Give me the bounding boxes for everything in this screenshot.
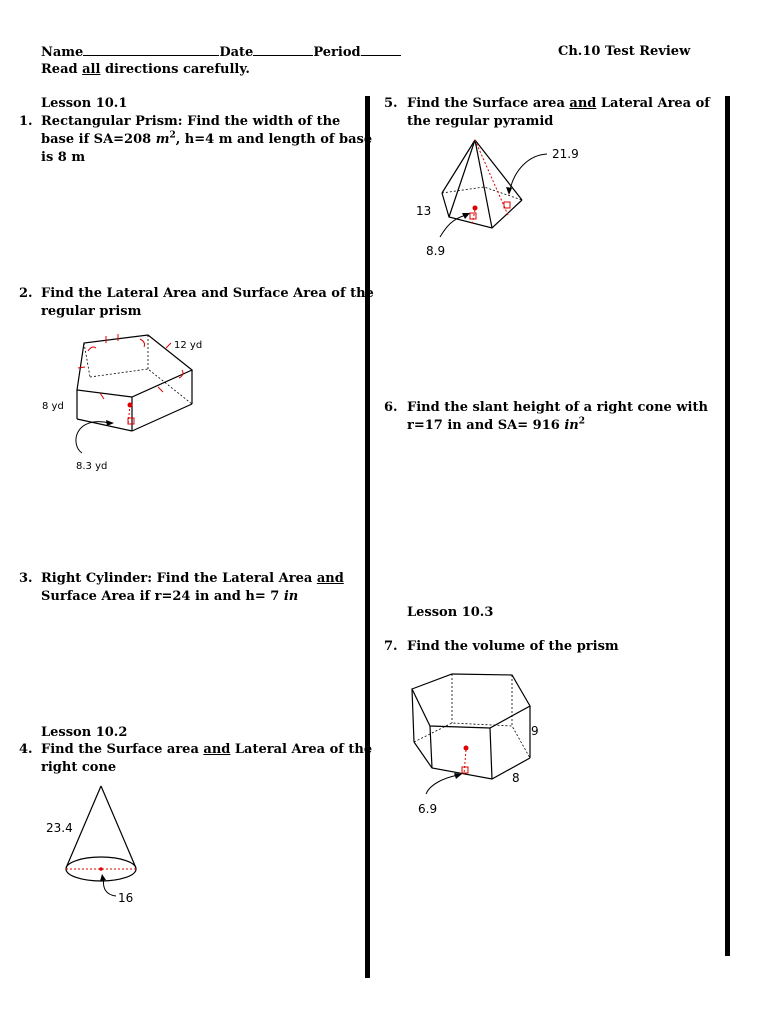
q4-line1-pre: Find the Surface area — [41, 742, 204, 757]
column-divider — [365, 96, 370, 978]
name-blank[interactable] — [83, 43, 219, 56]
q4-emph: and — [203, 742, 231, 757]
q1-line2-post: , h=4 m and length of base — [175, 132, 373, 147]
pyramid-apothem-label: 8.9 — [426, 244, 446, 258]
q4-number: 4. — [19, 742, 33, 757]
hexprism-apothem-label: 6.9 — [418, 802, 438, 816]
q7-line1: Find the volume of the prism — [407, 639, 619, 654]
q2-text — [41, 285, 374, 321]
q7-number: 7. — [384, 639, 398, 654]
q6-sup: 2 — [578, 416, 585, 427]
cone-figure — [40, 780, 170, 915]
q4-line2: right cone — [41, 760, 117, 775]
directions — [41, 61, 250, 78]
q6-line2 — [407, 417, 708, 435]
pyramid-figure — [410, 135, 580, 265]
pyramid-center-dot — [473, 206, 478, 211]
q1-var: m — [155, 132, 170, 147]
q7-text — [407, 638, 619, 656]
cone-center-dot — [99, 867, 103, 871]
cone-slant-label: 23.4 — [46, 821, 73, 835]
q1-sup: 2 — [169, 130, 176, 141]
q6-var: in — [564, 418, 579, 433]
pyramid-edge-label: 13 — [416, 204, 432, 218]
name-label: Name — [41, 45, 84, 60]
q3-emph: and — [316, 571, 344, 586]
q3-line1 — [41, 570, 344, 588]
q3-text — [41, 570, 344, 606]
period-label: Period — [313, 45, 361, 60]
q5-emph: and — [569, 96, 597, 111]
q1-text — [41, 113, 372, 167]
q1-line2-pre: base if SA=208 — [41, 132, 156, 147]
q3-line2-pre: Surface Area if r=24 in and h= 7 — [41, 589, 284, 604]
header-line — [41, 43, 401, 61]
right-border — [725, 96, 730, 956]
q3-var: in — [283, 589, 299, 604]
q2-number: 2. — [19, 286, 33, 301]
date-blank[interactable] — [253, 43, 313, 56]
date-label: Date — [219, 45, 254, 60]
q5-line1-pre: Find the Surface area — [407, 96, 570, 111]
lesson-heading-3: Lesson 10.3 — [407, 605, 494, 620]
hexprism-center-dot — [464, 746, 469, 751]
directions-post: directions carefully. — [100, 62, 250, 77]
q5-line1 — [407, 95, 710, 113]
prism-side-label: 12 yd — [174, 340, 203, 351]
pentagonal-prism-figure — [30, 325, 230, 485]
q1-number: 1. — [19, 114, 33, 129]
q3-number: 3. — [19, 571, 33, 586]
q6-line2-pre: r=17 in and SA= 916 — [407, 418, 565, 433]
q3-line2 — [41, 588, 344, 606]
q6-line1: Find the slant height of a right cone with — [407, 400, 708, 415]
q4-line1-post: Lateral Area of the — [230, 742, 373, 757]
directions-pre: Read — [41, 62, 83, 77]
lesson-heading-1: Lesson 10.1 — [41, 96, 128, 111]
period-blank[interactable] — [361, 43, 401, 56]
hexprism-height-label: 9 — [531, 724, 539, 738]
cone-diameter-label: 16 — [118, 891, 134, 905]
hexprism-side-label: 8 — [512, 771, 520, 785]
apothem-center-dot — [128, 403, 133, 408]
page-title: Ch.10 Test Review — [558, 44, 691, 59]
directions-emph: all — [82, 62, 101, 77]
q4-text — [41, 741, 372, 777]
q4-line1 — [41, 741, 372, 759]
pyramid-slant-label: 21.9 — [552, 147, 579, 161]
q5-line2: the regular pyramid — [407, 114, 554, 129]
q6-text — [407, 399, 708, 435]
hexagonal-prism-figure — [400, 668, 560, 818]
prism-apothem-label: 8.3 yd — [76, 461, 108, 472]
q3-line1-pre: Right Cylinder: Find the Lateral Area — [41, 571, 317, 586]
lesson-heading-2: Lesson 10.2 — [41, 725, 128, 740]
q1-line1: Rectangular Prism: Find the width of the — [41, 114, 341, 129]
prism-height-label: 8 yd — [42, 401, 64, 412]
q6-number: 6. — [384, 400, 398, 415]
q1-line3: is 8 m — [41, 150, 86, 165]
q5-line1-post: Lateral Area of — [596, 96, 710, 111]
q5-text — [407, 95, 710, 131]
q2-line1: Find the Lateral Area and Surface Area of the — [41, 286, 374, 301]
q1-line2 — [41, 131, 372, 149]
q2-line2: regular prism — [41, 304, 142, 319]
q5-number: 5. — [384, 96, 398, 111]
